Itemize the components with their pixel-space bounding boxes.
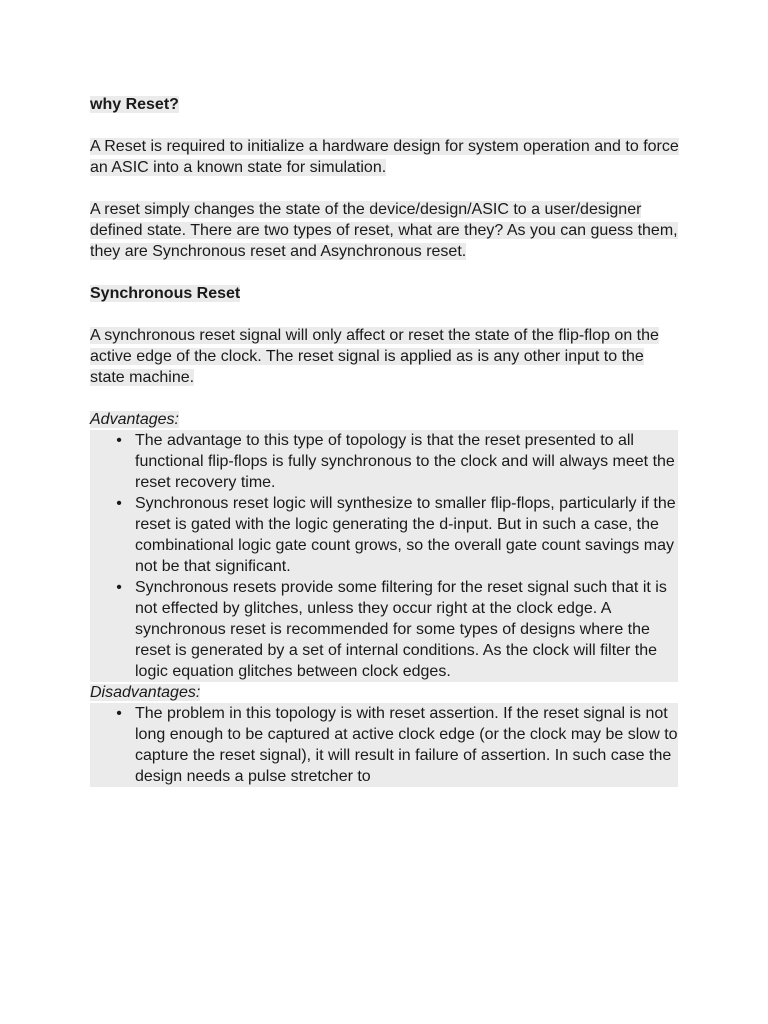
list-item-text: Synchronous reset logic will synthesize to smaller flip-flops, particularly if the reset is gated with the logic generating the d-input. But in such a case, the combinational logic gate count grows, so the overall gate count savings may not be that significant.	[135, 495, 676, 575]
list-item	[90, 493, 678, 577]
disadvantages-label	[90, 682, 680, 703]
disadvantages-label-text: Disadvantages:	[90, 684, 201, 701]
intro-paragraph-2-text: A reset simply changes the state of the device/design/ASIC to a user/designer defined state. There are two types of reset, what are they? As you can guess them, they are Synchronous reset and Asynchronous reset.	[90, 201, 678, 260]
bullet-icon: •	[116, 432, 122, 449]
advantages-label	[90, 409, 680, 430]
list-item-text: The advantage to this type of topology is that the reset presented to all functional flip-flops is fully synchronous to the clock and will always meet the reset recovery time.	[135, 432, 675, 491]
document-title	[90, 94, 680, 115]
list-item	[90, 430, 678, 493]
section-paragraph-1	[90, 325, 680, 388]
section-paragraph-1-text: A synchronous reset signal will only affect or reset the state of the flip-flop on the active edge of the clock. The reset signal is applied as is any other input to the state machine.	[90, 327, 659, 386]
list-item-text: Synchronous resets provide some filtering for the reset signal such that it is not effected by glitches, unless they occur right at the clock edge. A synchronous reset is recommended for some types of designs where the reset is generated by a set of internal conditions. As the clock will filter the logic equation glitches between clock edges.	[135, 579, 667, 680]
bullet-icon: •	[116, 705, 122, 722]
document-page	[90, 94, 680, 787]
bullet-icon: •	[116, 495, 122, 512]
section-heading	[90, 283, 680, 304]
document-title-text: why Reset?	[90, 96, 179, 113]
disadvantages-list	[90, 703, 678, 787]
bullet-icon: •	[116, 579, 122, 596]
list-item	[90, 577, 678, 682]
intro-paragraph-1	[90, 136, 680, 178]
list-item	[90, 703, 678, 787]
list-item-text: The problem in this topology is with reset assertion. If the reset signal is not long enough to be captured at active clock edge (or the clock may be slow to capture the reset signal), it will result in failure of assertion. In such case the design needs a pulse stretcher to	[135, 705, 678, 785]
intro-paragraph-1-text: A Reset is required to initialize a hardware design for system operation and to force an ASIC into a known state for simulation.	[90, 138, 679, 176]
section-heading-text: Synchronous Reset	[90, 285, 241, 302]
advantages-list	[90, 430, 678, 682]
intro-paragraph-2	[90, 199, 680, 262]
advantages-label-text: Advantages:	[90, 411, 179, 428]
